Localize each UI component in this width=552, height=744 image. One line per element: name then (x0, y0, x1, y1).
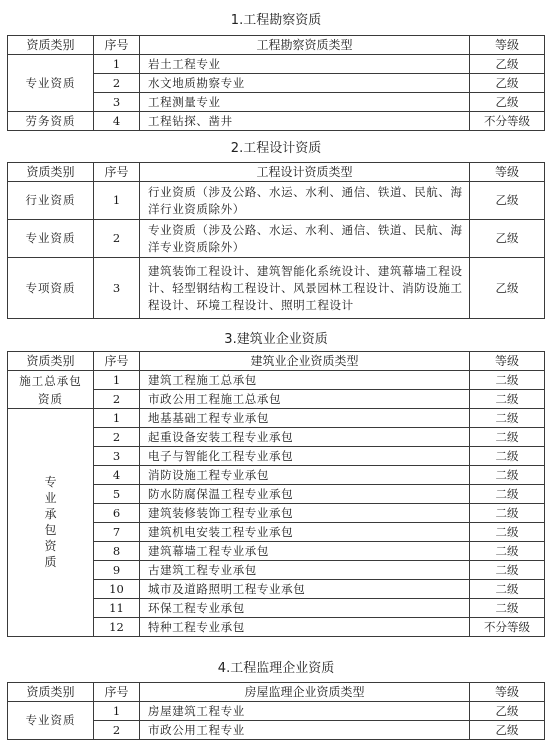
survey-table (7, 35, 545, 131)
row-grade: 二级 (470, 428, 545, 447)
row-grade: 乙级 (470, 55, 545, 74)
row-type: 电子与智能化工程专业承包 (140, 447, 470, 466)
row-grade: 二级 (470, 466, 545, 485)
header-grade: 等级 (470, 352, 545, 371)
category-cell: 劳务资质 (8, 112, 94, 131)
header-grade: 等级 (470, 36, 545, 55)
header-category: 资质类别 (8, 36, 94, 55)
row-type: 古建筑工程专业承包 (140, 561, 470, 580)
row-no: 10 (94, 580, 140, 599)
row-no: 1 (94, 371, 140, 390)
row-no: 5 (94, 485, 140, 504)
category-label: 专业承包资质 (44, 475, 57, 569)
category-cell: 专业资质 (8, 702, 94, 740)
row-type: 环保工程专业承包 (140, 599, 470, 618)
row-grade: 乙级 (470, 182, 545, 220)
section-title-construction: 3.建筑业企业资质 (224, 332, 328, 347)
row-type: 消防设施工程专业承包 (140, 466, 470, 485)
header-type: 建筑业企业资质类型 (140, 352, 470, 371)
header-category: 资质类别 (8, 352, 94, 371)
row-grade: 乙级 (470, 220, 545, 258)
header-category: 资质类别 (8, 163, 94, 182)
row-type: 市政公用工程专业 (140, 721, 470, 740)
row-grade: 乙级 (470, 74, 545, 93)
row-no: 3 (94, 93, 140, 112)
row-type: 专业资质（涉及公路、水运、水利、通信、铁道、民航、海洋专业资质除外） (140, 220, 470, 258)
row-grade: 二级 (470, 542, 545, 561)
row-grade: 乙级 (470, 702, 545, 721)
header-no: 序号 (94, 683, 140, 702)
row-no: 2 (94, 428, 140, 447)
row-grade: 二级 (470, 447, 545, 466)
header-category: 资质类别 (8, 683, 94, 702)
row-no: 6 (94, 504, 140, 523)
header-grade: 等级 (470, 163, 545, 182)
category-cell: 行业资质 (8, 182, 94, 220)
row-grade: 二级 (470, 390, 545, 409)
section-title-design: 2.工程设计资质 (230, 141, 322, 156)
header-grade: 等级 (470, 683, 545, 702)
category-cell-vertical (8, 409, 94, 637)
row-type: 地基基础工程专业承包 (140, 409, 470, 428)
row-no: 3 (94, 447, 140, 466)
row-no: 1 (94, 702, 140, 721)
row-type: 房屋建筑工程专业 (140, 702, 470, 721)
row-no: 7 (94, 523, 140, 542)
row-type: 建筑幕墙工程专业承包 (140, 542, 470, 561)
row-grade: 乙级 (470, 93, 545, 112)
row-no: 9 (94, 561, 140, 580)
category-cell: 施工总承包资质 (8, 371, 94, 409)
header-type: 工程勘察资质类型 (140, 36, 470, 55)
row-type: 起重设备安装工程专业承包 (140, 428, 470, 447)
row-type: 防水防腐保温工程专业承包 (140, 485, 470, 504)
row-grade: 二级 (470, 409, 545, 428)
row-type: 建筑装饰工程设计、建筑智能化系统设计、建筑幕墙工程设计、轻型钢结构工程设计、风景园林工程设计、消防设施工程设计、环境工程设计、照明工程设计 (140, 258, 470, 319)
row-type: 城市及道路照明工程专业承包 (140, 580, 470, 599)
header-type: 房屋监理企业资质类型 (140, 683, 470, 702)
row-type: 岩土工程专业 (140, 55, 470, 74)
row-grade: 不分等级 (470, 618, 545, 637)
row-type: 水文地质勘察专业 (140, 74, 470, 93)
row-no: 2 (94, 721, 140, 740)
header-no: 序号 (94, 352, 140, 371)
row-grade: 二级 (470, 504, 545, 523)
category-cell: 专项资质 (8, 258, 94, 319)
row-type: 工程钻探、凿井 (140, 112, 470, 131)
row-no: 8 (94, 542, 140, 561)
category-cell: 专业资质 (8, 220, 94, 258)
row-grade: 乙级 (470, 721, 545, 740)
section-title-survey: 1.工程勘察资质 (230, 13, 322, 28)
row-grade: 二级 (470, 599, 545, 618)
row-grade: 二级 (470, 371, 545, 390)
row-grade: 二级 (470, 485, 545, 504)
row-no: 11 (94, 599, 140, 618)
supervision-table (7, 682, 545, 740)
row-no: 4 (94, 112, 140, 131)
header-no: 序号 (94, 163, 140, 182)
row-no: 1 (94, 182, 140, 220)
row-no: 12 (94, 618, 140, 637)
row-no: 2 (94, 390, 140, 409)
row-type: 建筑工程施工总承包 (140, 371, 470, 390)
row-no: 4 (94, 466, 140, 485)
row-grade: 不分等级 (470, 112, 545, 131)
row-no: 1 (94, 55, 140, 74)
row-type: 建筑装修装饰工程专业承包 (140, 504, 470, 523)
row-grade: 二级 (470, 523, 545, 542)
row-type: 市政公用工程施工总承包 (140, 390, 470, 409)
row-type: 建筑机电安装工程专业承包 (140, 523, 470, 542)
row-grade: 乙级 (470, 258, 545, 319)
row-grade: 二级 (470, 561, 545, 580)
row-type: 特种工程专业承包 (140, 618, 470, 637)
row-grade: 二级 (470, 580, 545, 599)
header-no: 序号 (94, 36, 140, 55)
section-title-supervision: 4.工程监理企业资质 (217, 661, 335, 676)
row-type: 行业资质（涉及公路、水运、水利、通信、铁道、民航、海洋行业资质除外） (140, 182, 470, 220)
row-no: 2 (94, 220, 140, 258)
design-table (7, 162, 545, 319)
row-no: 1 (94, 409, 140, 428)
row-no: 2 (94, 74, 140, 93)
row-type: 工程测量专业 (140, 93, 470, 112)
row-no: 3 (94, 258, 140, 319)
header-type: 工程设计资质类型 (140, 163, 470, 182)
category-cell: 专业资质 (8, 55, 94, 112)
construction-table (7, 351, 545, 637)
